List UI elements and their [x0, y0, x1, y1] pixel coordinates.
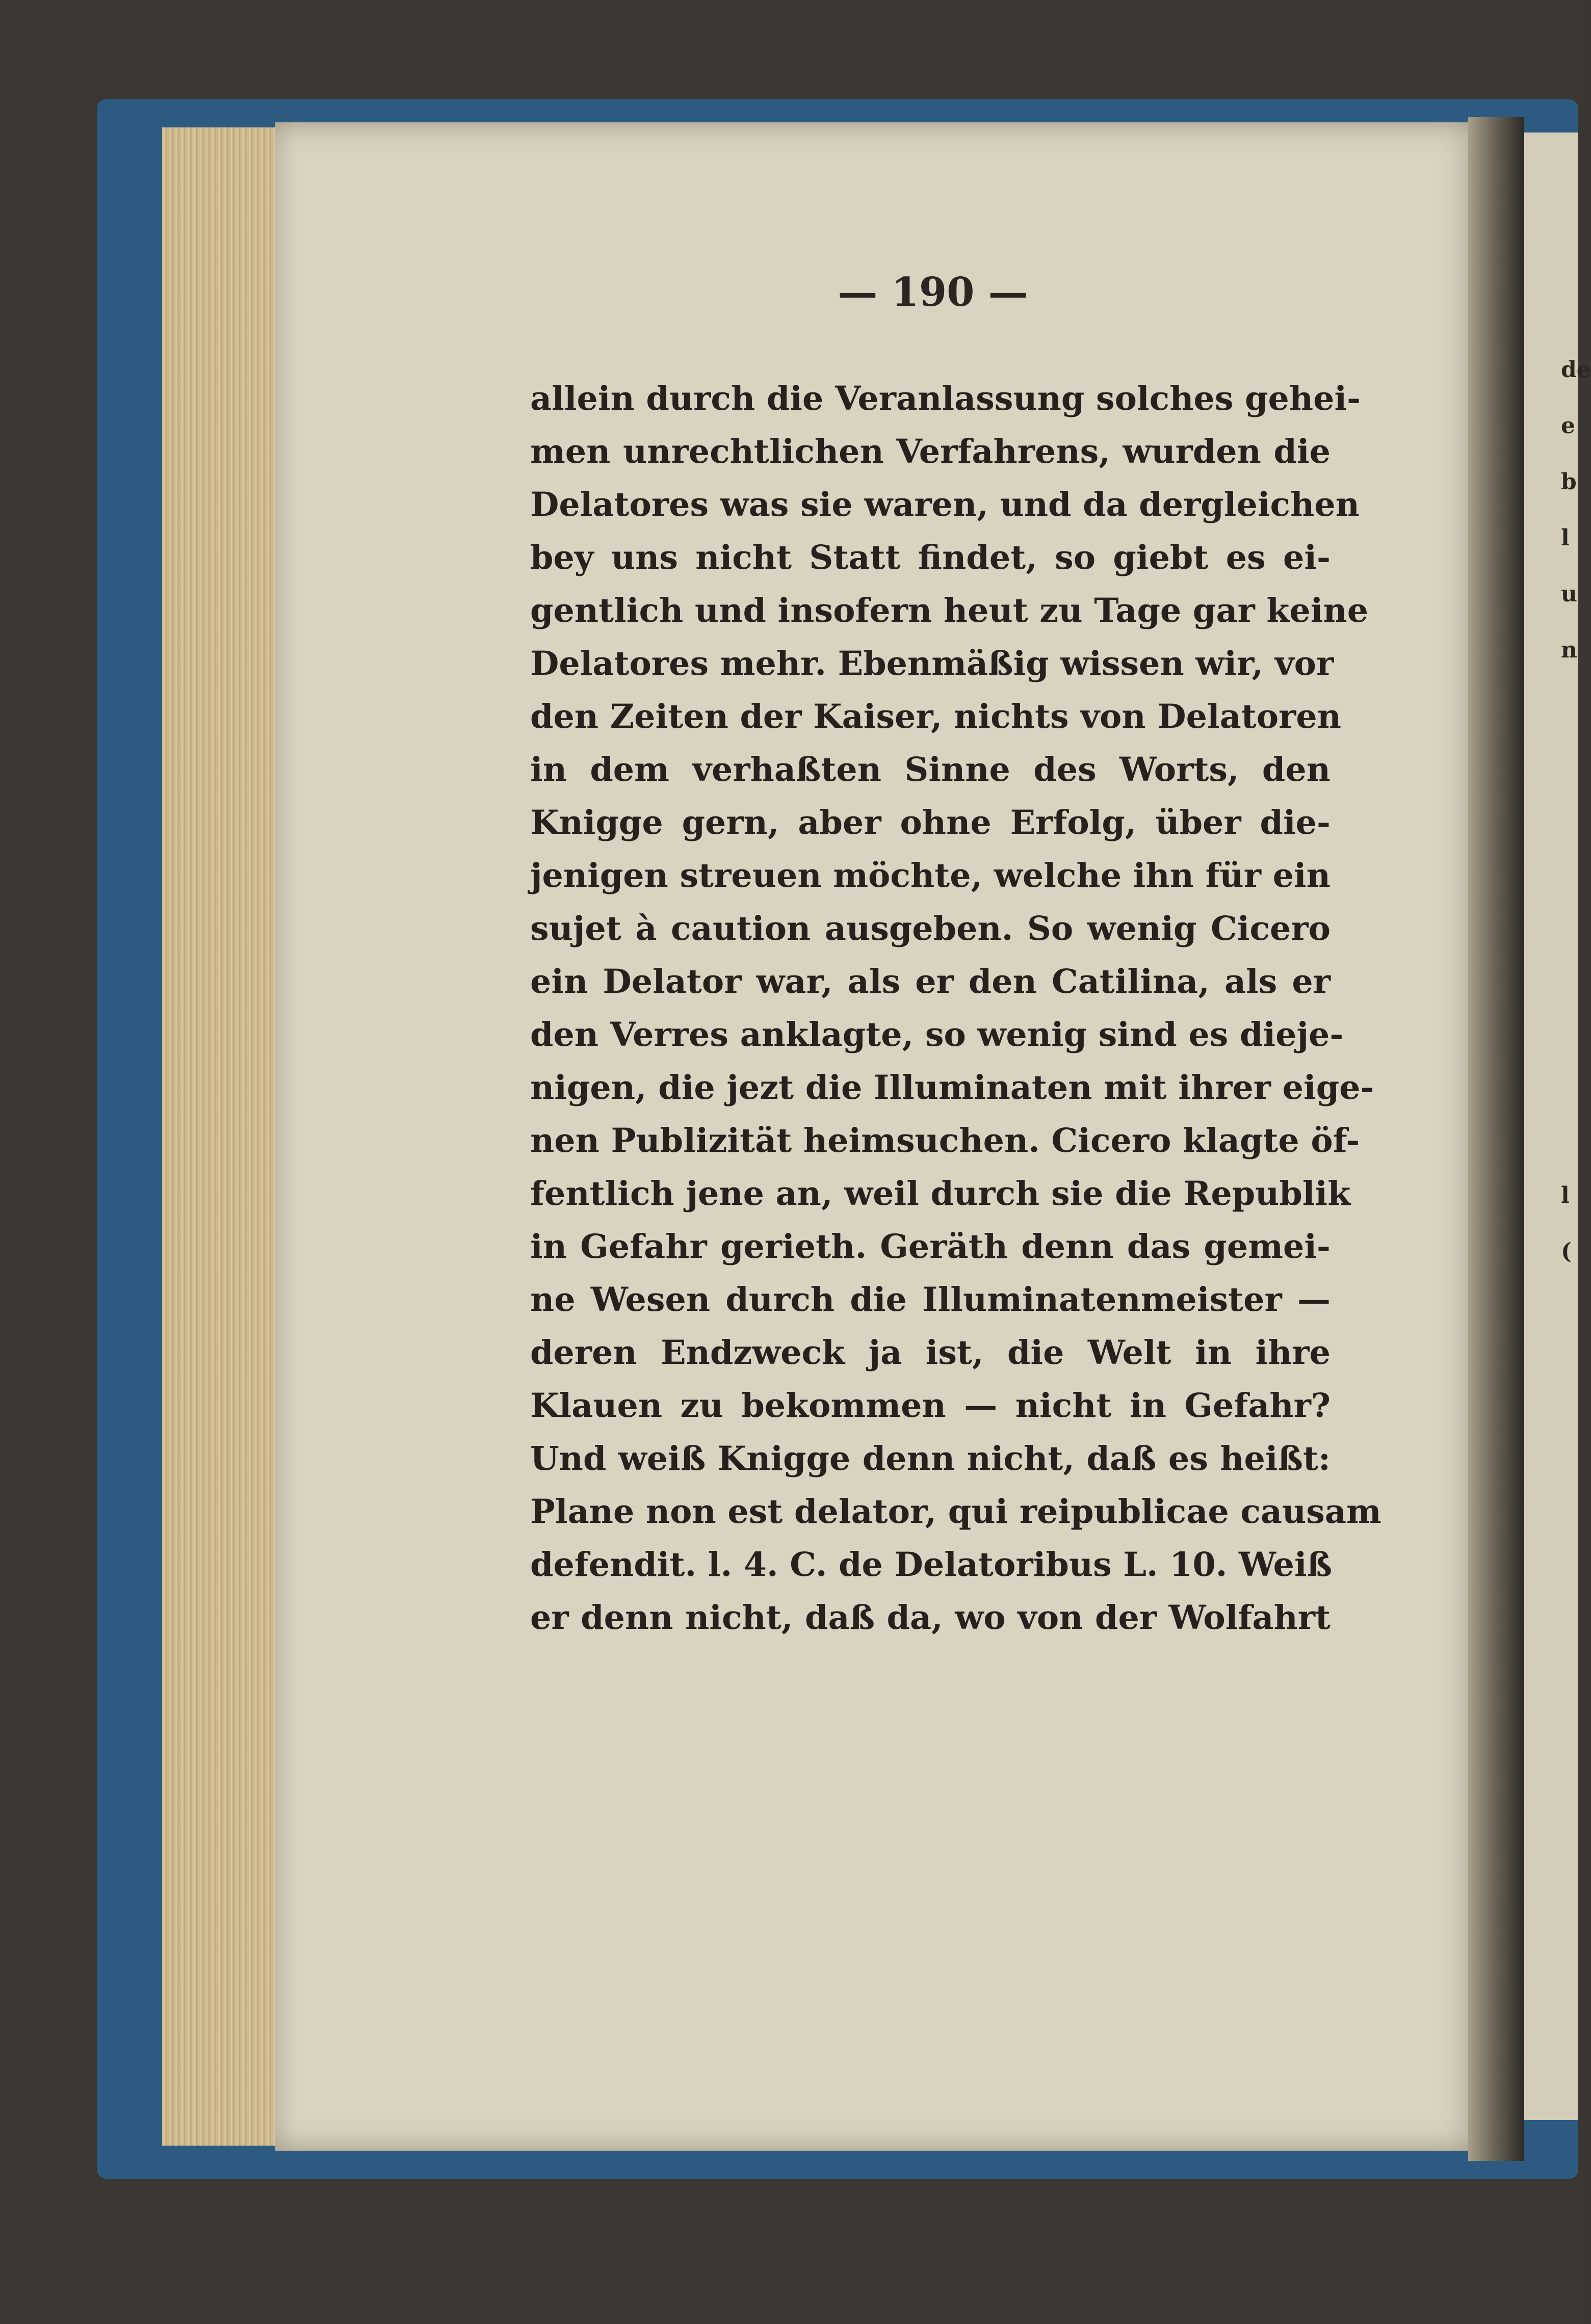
text-line: Delatores mehr. Ebenmäßig wissen wir, vor	[530, 644, 1334, 683]
facing-page-fragment: b	[1561, 469, 1577, 495]
text-line: gentlich und insofern heut zu Tage gar keine	[530, 591, 1369, 630]
text-line: fentlich jene an, weil durch sie die Republik	[530, 1174, 1351, 1213]
page-edges	[162, 127, 279, 2146]
text-line: den Verres anklagte, so wenig sind es dieje-	[530, 1015, 1344, 1054]
text-line: allein durch die Veranlassung solches gehei-	[530, 379, 1361, 418]
text-line: sujet à caution ausgeben. So wenig Cicero	[530, 909, 1331, 948]
text-line: Knigge gern, aber ohne Erfolg, über die-	[530, 803, 1331, 842]
text-line: nigen, die jezt die Illuminaten mit ihrer eige-	[530, 1068, 1374, 1107]
facing-page-fragment: n	[1561, 637, 1577, 663]
text-line: deren Endzweck ja ist, die Welt in ihre	[530, 1333, 1331, 1372]
page-number: — 190 —	[838, 269, 1028, 315]
text-line: den Zeiten der Kaiser, nichts von Delatoren	[530, 697, 1341, 736]
text-line: ne Wesen durch die Illuminatenmeister —	[530, 1280, 1331, 1319]
page-body-text	[530, 372, 1381, 1644]
text-line: Klauen zu bekommen — nicht in Gefahr?	[530, 1386, 1331, 1425]
facing-page-fragment: de	[1561, 357, 1591, 383]
text-line: bey uns nicht Statt findet, so giebt es ei-	[530, 538, 1331, 577]
facing-page-fragment: u	[1561, 581, 1577, 607]
text-line: er denn nicht, daß da, wo von der Wolfahrt	[530, 1598, 1331, 1637]
text-line: in Gefahr gerieth. Geräth denn das gemei-	[530, 1227, 1331, 1266]
facing-page-fragment: e	[1561, 413, 1575, 439]
facing-page-fragment: l	[1561, 525, 1570, 551]
text-line: jenigen streuen möchte, welche ihn für ein	[530, 856, 1331, 895]
text-line: nen Publizität heimsuchen. Cicero klagte öf-	[530, 1121, 1360, 1160]
book-gutter	[1468, 117, 1524, 2161]
text-line: Delatores was sie waren, und da dergleichen	[530, 485, 1360, 524]
text-line: defendit. l. 4. C. de Delatoribus L. 10. Weiß	[530, 1545, 1333, 1584]
text-line: ein Delator war, als er den Catilina, als er	[530, 962, 1331, 1001]
facing-page-fragment: l	[1561, 1182, 1570, 1208]
facing-page-fragment: (	[1561, 1238, 1572, 1264]
text-line: in dem verhaßten Sinne des Worts, den	[530, 750, 1331, 789]
text-line: Und weiß Knigge denn nicht, daß es heißt:	[530, 1439, 1331, 1478]
text-line: men unrechtlichen Verfahrens, wurden die	[530, 432, 1331, 471]
text-line: Plane non est delator, qui reipublicae causam	[530, 1492, 1381, 1531]
